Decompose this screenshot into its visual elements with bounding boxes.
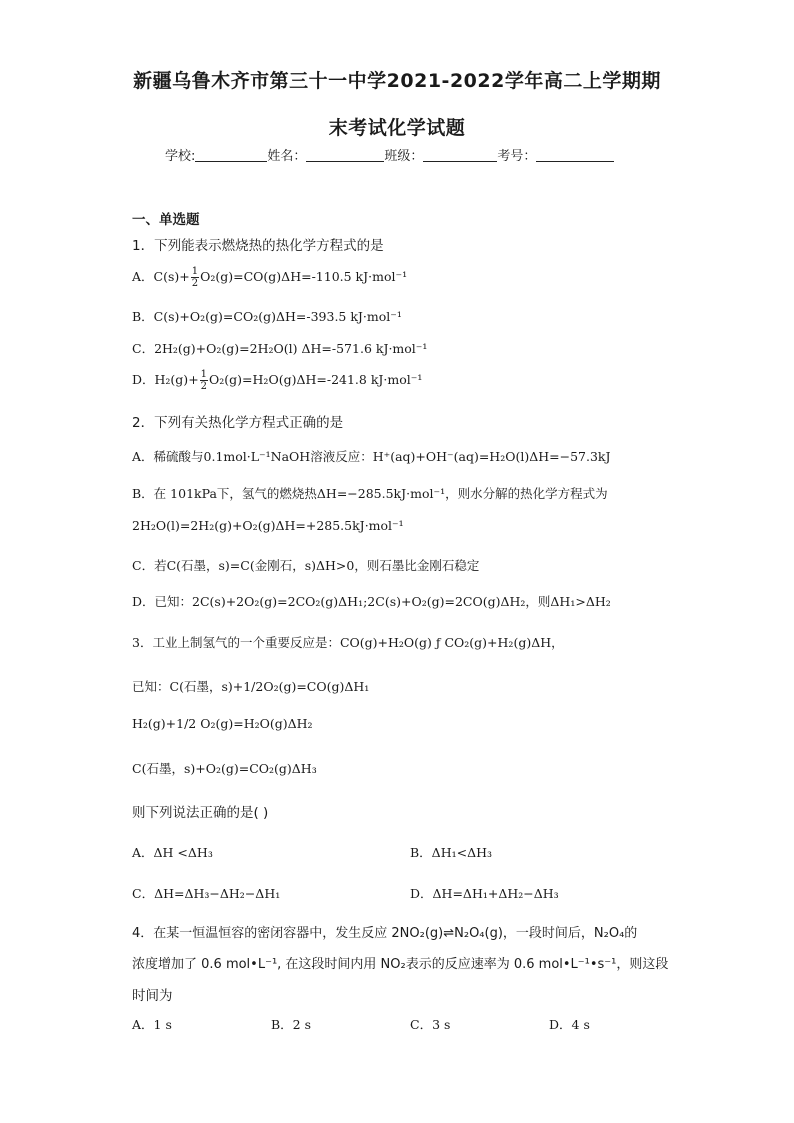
q2-stem: 2．下列有关热化学方程式正确的是 (132, 415, 344, 431)
class-blank (423, 148, 497, 162)
q3-option-c: C．ΔH=ΔH₃−ΔH₂−ΔH₁ (132, 886, 281, 901)
q1-stem: 1．下列能表示燃烧热的热化学方程式的是 (132, 238, 384, 254)
q3-option-d: D．ΔH=ΔH₁+ΔH₂−ΔH₃ (410, 886, 559, 901)
q3-given-1: 已知：C(石墨，s)+1/2O₂(g)=CO(g)ΔH₁ (132, 679, 370, 694)
q1-option-b: B．C(s)+O₂(g)=CO₂(g)ΔH=-393.5 kJ·mol⁻¹ (132, 309, 402, 324)
student-info-row (165, 145, 614, 164)
school-blank (195, 148, 267, 162)
frac-den: 2 (191, 278, 199, 289)
section-heading: 一、单选题 (132, 212, 200, 228)
q3-given-2: H₂(g)+1/2 O₂(g)=H₂O(g)ΔH₂ (132, 716, 313, 731)
q4-option-b: B．2 s (271, 1017, 312, 1032)
number-blank (536, 148, 614, 162)
q1-option-c: C．2H₂(g)+O₂(g)=2H₂O(l) ΔH=-571.6 kJ·mol⁻¹ (132, 341, 428, 356)
school-label: 学校: (165, 149, 196, 164)
q3-ask: 则下列说法正确的是( ) (132, 805, 269, 821)
q2-option-a: A．稀硫酸与0.1mol·L⁻¹NaOH溶液反应：H⁺(aq)+OH⁻(aq)=H₂O(l)ΔH=−57.3kJ (132, 449, 611, 464)
name-label: 姓名： (267, 149, 307, 164)
q2-option-b-line2: 2H₂O(l)=2H₂(g)+O₂(g)ΔH=+285.5kJ·mol⁻¹ (132, 518, 404, 533)
q3-given-3: C(石墨，s)+O₂(g)=CO₂(g)ΔH₃ (132, 761, 317, 776)
q2-option-d: D．已知：2C(s)+2O₂(g)=2CO₂(g)ΔH₁;2C(s)+O₂(g)=2CO(g)ΔH₂，则ΔH₁>ΔH₂ (132, 594, 611, 609)
q4-stem-line3: 时间为 (132, 988, 173, 1004)
name-blank (306, 148, 384, 162)
q1-d-post: O₂(g)=H₂O(g)ΔH=-241.8 kJ·mol⁻¹ (209, 372, 423, 387)
page-title-line1: 新疆乌鲁木齐市第三十一中学2021-2022学年高二上学期期 (133, 70, 661, 92)
frac-num: 1 (200, 369, 208, 380)
q2-option-c: C．若C(石墨，s)=C(金刚石，s)ΔH>0，则石墨比金刚石稳定 (132, 558, 480, 573)
page-title-line2: 末考试化学试题 (328, 117, 466, 139)
q1-d-fraction (200, 369, 208, 392)
q3-option-a: A．ΔH <ΔH₃ (132, 845, 213, 860)
frac-num: 1 (191, 266, 199, 277)
q3-option-b: B．ΔH₁<ΔH₃ (410, 845, 493, 860)
q1-option-d (132, 369, 422, 392)
frac-den: 2 (200, 381, 208, 392)
q1-a-pre: A．C(s)+ (132, 269, 190, 284)
q1-a-post: O₂(g)=CO(g)ΔH=-110.5 kJ·mol⁻¹ (200, 269, 408, 284)
q1-a-fraction (191, 266, 199, 289)
q4-stem-line1: 4．在某一恒温恒容的密闭容器中，发生反应 2NO₂(g)⇌N₂O₄(g)，一段时间后，N₂O₄的 (132, 926, 638, 941)
class-label: 班级： (384, 149, 424, 164)
q4-option-c: C．3 s (410, 1017, 451, 1032)
q2-option-b-line1: B．在 101kPa下，氢气的燃烧热ΔH=−285.5kJ·mol⁻¹，则水分解的热化学方程式为 (132, 486, 608, 501)
q3-stem: 3．工业上制氢气的一个重要反应是：CO(g)+H₂O(g) ƒ CO₂(g)+H₂(g)ΔH， (132, 635, 564, 650)
q4-option-d: D．4 s (549, 1017, 590, 1032)
q4-option-a: A．1 s (132, 1017, 172, 1032)
q1-d-pre: D．H₂(g)+ (132, 372, 199, 387)
number-label: 考号： (497, 149, 537, 164)
q1-option-a (132, 266, 407, 289)
q4-stem-line2: 浓度增加了 0.6 mol•L⁻¹, 在这段时间内用 NO₂表示的反应速率为 0.6 mol•L⁻¹•s⁻¹，则这段 (132, 957, 669, 972)
